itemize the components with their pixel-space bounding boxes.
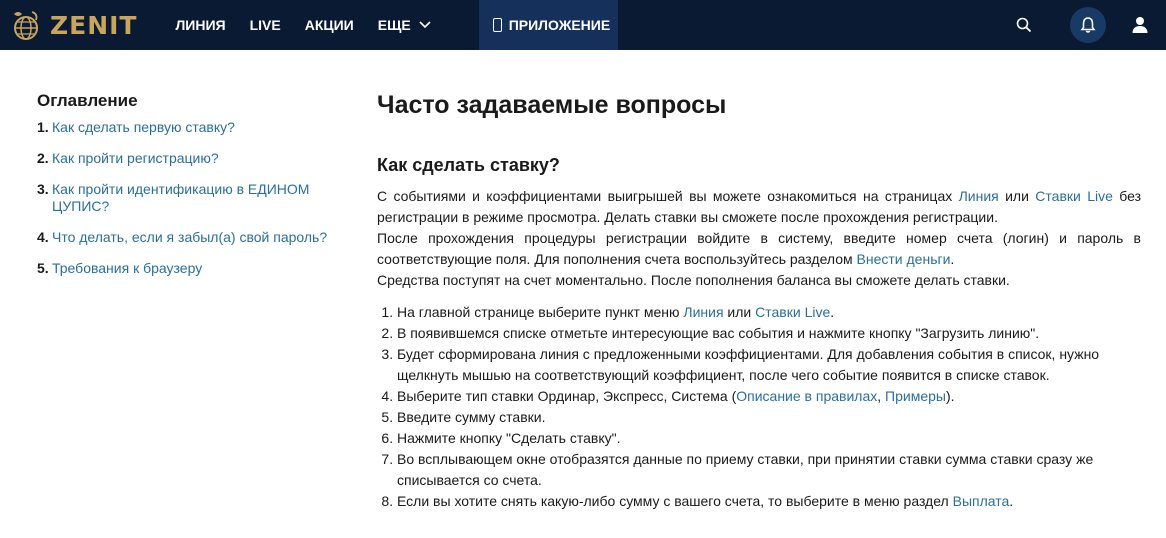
search-button[interactable]	[1006, 7, 1042, 43]
link-withdrawal[interactable]: Выплата	[952, 493, 1010, 509]
bell-icon	[1079, 16, 1097, 34]
toc-number: 1.	[37, 119, 49, 135]
faq-main	[377, 90, 1141, 512]
link-liniya[interactable]: Линия	[958, 188, 999, 204]
account-button[interactable]	[1122, 7, 1158, 43]
nav-more-label: ЕЩЕ	[377, 17, 411, 33]
step-7: 7. Во всплывающем окне отобразятся данные по приему ставки, при принятии ставки сумма ставки сразу же списывается со счета.	[397, 449, 1141, 491]
nav-app-label: ПРИЛОЖЕНИЕ	[508, 17, 611, 33]
step-4	[397, 386, 1141, 407]
toc-item-4	[37, 229, 337, 246]
link-rules-description[interactable]: Описание в правилах	[736, 388, 878, 404]
brand-name: ZENIT	[50, 10, 138, 40]
step-1	[397, 302, 1141, 323]
link-liniya[interactable]: Линия	[683, 304, 724, 320]
link-stavki-live[interactable]: Ставки Live	[1035, 188, 1113, 204]
link-stavki-live[interactable]: Ставки Live	[755, 304, 831, 320]
link-deposit[interactable]: Внести деньги	[856, 251, 951, 267]
search-icon	[1016, 17, 1032, 33]
toc-link-first-bet[interactable]: Как сделать первую ставку?	[52, 119, 235, 135]
step-6: 6. Нажмите кнопку "Сделать ставку".	[397, 428, 1141, 449]
intro-paragraph-1	[377, 186, 1141, 228]
step-5: 5. Введите сумму ставки.	[397, 407, 1141, 428]
nav-item-live[interactable]: LIVE	[249, 17, 281, 33]
nav-item-akcii[interactable]: АКЦИИ	[304, 17, 354, 33]
globe-emblem-icon	[8, 8, 42, 42]
toc-item-3	[37, 181, 337, 215]
phone-icon	[493, 18, 502, 32]
toc-link-browser-requirements[interactable]: Требования к браузеру	[52, 260, 203, 276]
intro-paragraph-2	[377, 228, 1141, 270]
nav-item-more[interactable]	[366, 0, 443, 50]
text: С событиями и коэффициентами выигрышей вы можете ознакомиться на страницах	[377, 188, 959, 204]
link-examples[interactable]: Примеры	[885, 388, 946, 404]
table-of-contents	[37, 91, 337, 291]
toc-number: 2.	[37, 150, 49, 166]
user-icon	[1131, 16, 1149, 34]
page-title: Часто задаваемые вопросы	[377, 91, 727, 119]
text: или	[998, 188, 1036, 204]
chevron-down-icon	[419, 21, 431, 29]
toc-title: Оглавление	[37, 91, 138, 110]
nav-item-app[interactable]	[479, 0, 619, 50]
text: На главной странице выберите пункт меню	[397, 304, 684, 320]
text: .	[950, 251, 955, 267]
text: без регистрации в режиме просмотра. Делать ставки вы сможете после прохождения регистрации.	[377, 188, 1142, 225]
text: или	[723, 304, 756, 320]
toc-number: 5.	[37, 260, 49, 276]
intro-paragraph-3: Средства поступят на счет моментально. После пополнения баланса вы сможете делать ставки.	[377, 272, 1010, 288]
step-2: 2. В появившемся списке отметьте интересующие вас события и нажмите кнопку "Загрузить линию".	[397, 323, 1141, 344]
toc-item-5	[37, 260, 337, 277]
section-title: Как сделать ставку?	[377, 155, 560, 175]
brand-logo[interactable]	[8, 0, 137, 50]
text: ,	[877, 388, 886, 404]
toc-list	[37, 119, 337, 277]
toc-number: 4.	[37, 229, 49, 245]
nav-item-liniya[interactable]: ЛИНИЯ	[175, 17, 226, 33]
toc-link-forgot-password[interactable]: Что делать, если я забыл(а) свой пароль?	[52, 229, 328, 245]
text: ).	[945, 388, 955, 404]
header-tools	[1006, 0, 1166, 50]
text: Выберите тип ставки Ординар, Экспресс, Система (	[397, 388, 737, 404]
toc-item-2	[37, 150, 337, 167]
text: Если вы хотите снять какую-либо сумму с вашего счета, то выберите в меню раздел	[397, 493, 953, 509]
toc-number: 3.	[37, 181, 49, 197]
toc-link-identification[interactable]: Как пройти идентификацию в ЕДИНОМ ЦУПИС?	[52, 181, 310, 214]
notifications-button[interactable]	[1070, 7, 1106, 43]
text: После прохождения процедуры регистрации войдите в систему, введите номер счета (логин) и пароль в соответствующие поля. Для пополнения счета воспользуйтесь разделом	[377, 230, 1141, 267]
main-menu	[163, 0, 618, 50]
steps-list	[377, 302, 1141, 512]
text: .	[830, 304, 835, 320]
top-navigation-bar	[0, 0, 1166, 50]
toc-link-registration[interactable]: Как пройти регистрацию?	[52, 150, 219, 166]
toc-item-1	[37, 119, 337, 136]
step-3: 3. Будет сформирована линия с предложенными коэффициентами. Для добавления события в список, нужно щелкнуть мышью на соответствующий коэффициент, после чего событие появится в списке ставок.	[397, 344, 1141, 386]
step-8	[397, 491, 1141, 512]
text: .	[1009, 493, 1014, 509]
